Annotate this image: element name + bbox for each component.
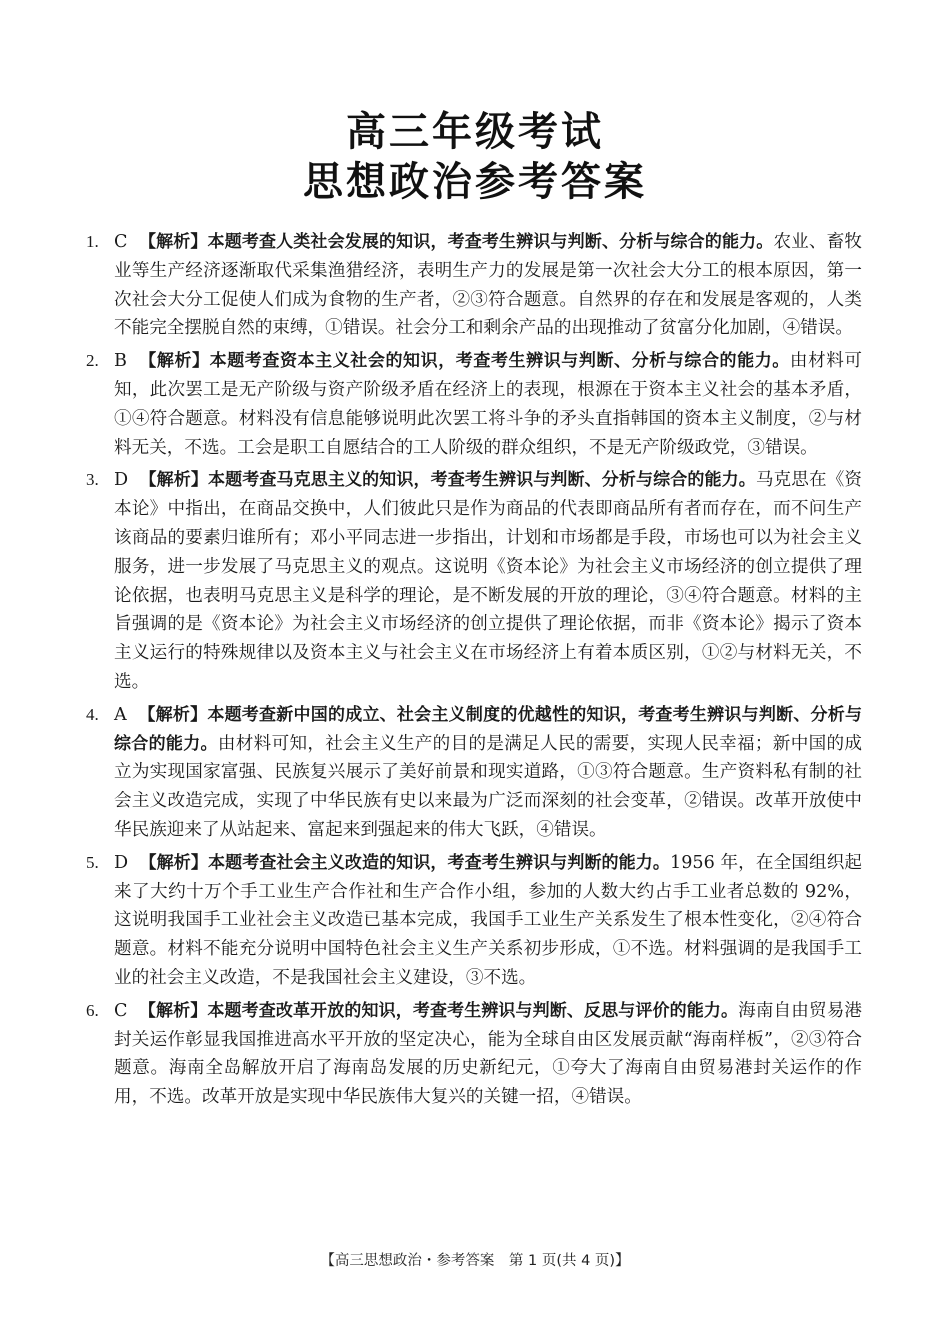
page-subtitle: 思想政治参考答案 [303,159,647,205]
analysis-body: 马克思在《资本论》中指出，在商品交换中，人们彼此只是作为商品的代表即商品所有者而存在，而不问生产该商品的要素归谁所有；邓小平同志进一步指出，计划和市场都是手段，市场也可以为社会主义服务，进一步发展了马克思主义的观点。这说明《资本论》为社会主义市场经济的创立提供了理论依据，也表明马克思主义是科学的理论，是不断发展的开放的理论，③④符合题意。材料的主旨强调的是《资本论》为社会主义市场经济的创立提供了理论依据，而非《资本论》揭示了资本主义运行的特殊规律以及资本主义与社会主义在市场经济上有着本质区别，①②与材料无关，不选。 [114,470,863,692]
analysis-intro: 本题考查社会主义改造的知识，考查考生辨识与判断的能力。 [207,852,670,873]
answer-choice: C [114,232,128,252]
answer-item-4 [86,701,862,845]
answer-number: 3. [86,470,99,490]
analysis-tag: 【解析】 [138,1000,208,1021]
answer-number: 1. [86,232,99,251]
analysis-body: 1956 年，在全国组织起来了大约十万个手工业生产合作社和生产合作小组，参加的人数大约占手工业者总数的 92%，这说明我国手工业社会主义改造已基本完成，我国手工业生产关系发生了根本性变化，②④符合题意。材料不能充分说明中国特色社会主义生产关系初步形成，①不选。材料强调的是我国手工业的社会主义改造，不是我国社会主义建设，③不选。 [114,852,863,988]
analysis-tag: 【解析】 [138,704,208,725]
analysis-tag: 【解析】 [139,351,210,372]
answer-number: 5. [86,852,99,872]
page-title: 高三年级考试 [346,109,604,155]
answer-item-3 [86,466,862,696]
answer-number: 6. [86,1000,99,1020]
answer-choice: A [114,704,127,725]
answer-choice: B [114,351,127,372]
analysis-intro: 本题考查人类社会发展的知识，考查考生辨识与判断、分析与综合的能力。 [207,232,774,252]
answer-item-5 [86,849,862,993]
analysis-body: 农业、畜牧业等生产经济逐渐取代采集渔猎经济，表明生产力的发展是第一次社会大分工的根本原因，第一次社会大分工促使人们成为食物的生产者，②③符合题意。自然界的存在和发展是客观的，人类不能完全摆脱自然的束缚，①错误。社会分工和剩余产品的出现推动了贫富分化加剧，④错误。 [114,232,862,339]
analysis-body: 海南自由贸易港封关运作彰显我国推进高水平开放的坚定决心，能为全球自由区发展贡献“海南样板”，②③符合题意。海南全岛解放开启了海南岛发展的历史新纪元，①夸大了海南自由贸易港封关运作的作用，不选。改革开放是实现中华民族伟大复兴的关键一招，④错误。 [114,1000,863,1108]
answer-choice: C [114,1000,128,1021]
analysis-body: 由材料可知，此次罢工是无产阶级与资产阶级矛盾在经济上的表现，根源在于资本主义社会的基本矛盾，①④符合题意。材料没有信息能够说明此次罢工将斗争的矛头直指韩国的资本主义制度，②与材料无关，不选。工会是职工自愿结合的工人阶级的群众组织，不是无产阶级政党，③错误。 [114,351,863,458]
answer-item-2 [86,347,862,462]
analysis-intro: 本题考查资本主义社会的知识，考查考生辨识与判断、分析与综合的能力。 [209,351,790,372]
analysis-intro: 本题考查改革开放的知识，考查考生辨识与判断、反思与评价的能力。 [207,1000,739,1021]
analysis-tag: 【解析】 [138,232,208,252]
answer-item-1 [86,228,862,343]
answer-number: 2. [86,351,99,371]
answer-choice: D [114,852,129,873]
answer-number: 4. [86,704,99,724]
analysis-intro: 本题考查马克思主义的知识，考查考生辨识与判断、分析与综合的能力。 [208,470,756,491]
analysis-tag: 【解析】 [139,470,209,491]
analysis-tag: 【解析】 [139,852,208,873]
analysis-body: 由材料可知，社会主义生产的目的是满足人民的需要，实现人民幸福；新中国的成立为实现国家富强、民族复兴展示了美好前景和现实道路，①③符合题意。生产资料私有制的社会主义改造完成，实现了中华民族有史以来最为广泛而深刻的社会变革，②错误。改革开放使中华民族迎来了从站起来、富起来到强起来的伟大飞跃，④错误。 [114,733,863,840]
answer-choice: D [114,470,129,491]
answer-list [86,228,862,1116]
analysis-intro: 本题考查新中国的成立、社会主义制度的优越性的知识，考查考生辨识与判断、分析与综合的能力。 [114,704,863,754]
page-footer: 【高三思想政治・参考答案 第 1 页(共 4 页)】 [320,1253,630,1269]
answer-item-6 [86,997,862,1112]
